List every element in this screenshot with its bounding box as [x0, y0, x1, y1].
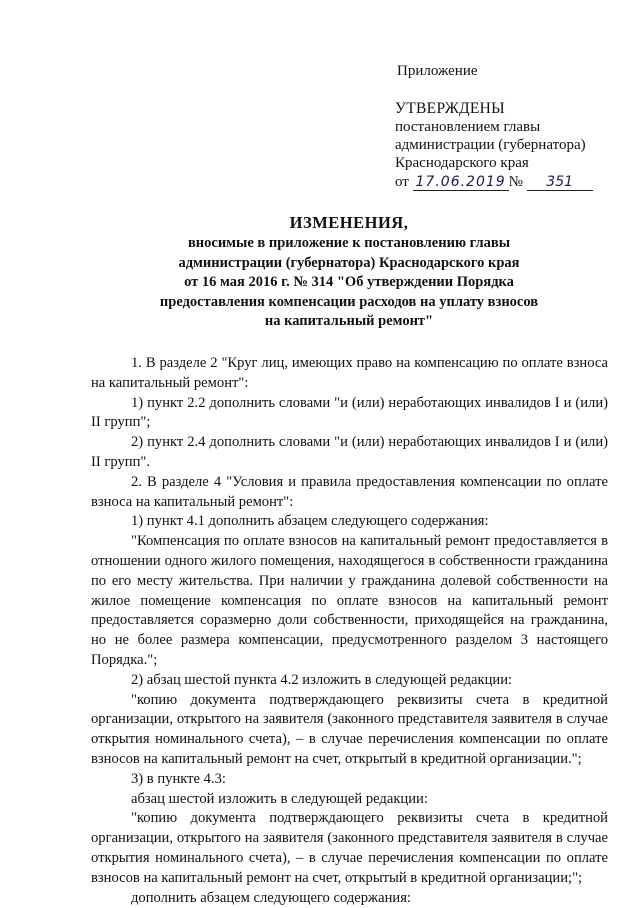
number-sign: № — [508, 174, 523, 190]
handwritten-date: 17.06.2019 — [413, 174, 509, 191]
paragraph-8: "копию документа подтверждающего реквизиты счета в кредитной организации, открытого на заявителя (законного представителя заявителя в случае открытия номинального счета), – в случае перечисления компенсации по оплате взносов на капитальный ремонт на счет, открытый в кредитной организации."; — [91, 691, 608, 767]
approval-date-line — [395, 173, 635, 191]
date-prefix: от — [395, 174, 409, 190]
title-line-5: на капитальный ремонт" — [264, 313, 434, 329]
paragraph-12: дополнить абзацем следующего содержания: — [131, 889, 411, 906]
title-line-2: администрации (губернатора) Краснодарского края — [178, 254, 520, 271]
approval-line-2: администрации (губернатора) — [395, 137, 586, 153]
paragraph-3: 2) пункт 2.4 дополнить словами "и (или) неработающих инвалидов I и (или) II групп". — [91, 434, 608, 470]
paragraph-2: 1) пункт 2.2 дополнить словами "и (или) неработающих инвалидов I и (или) II групп"; — [91, 394, 608, 431]
paragraph-6: "Компенсация по оплате взносов на капитальный ремонт предоставляется в отношении одного жилого помещения, находящегося в собственности гражданина по его месту жительства. При наличии у гражданина долевой собственности на жилое помещение компенсация по оплате взносов на капитальный ремонт предоставляется соразмерно доли собственности, приходящейся на гражданина, но не более размера компенсации, предусмотренного разделом 3 настоящего Порядка."; — [91, 533, 608, 668]
title-heading: ИЗМЕНЕНИЯ, — [289, 213, 409, 232]
paragraph-4: 2. В разделе 4 "Условия и правила предоставления компенсации по оплате взноса на капитальный ремонт": — [91, 473, 608, 510]
approval-line-3: Краснодарского края — [395, 155, 529, 171]
paragraph-9: 3) в пункте 4.3: — [131, 770, 226, 787]
paragraph-10: абзац шестой изложить в следующей редакции: — [131, 790, 428, 807]
approval-line-1: постановлением главы — [395, 119, 541, 135]
appendix-label: Приложение — [397, 63, 478, 79]
paragraph-5: 1) пункт 4.1 дополнить абзацем следующего содержания: — [131, 513, 489, 530]
paragraph-11: "копию документа подтверждающего реквизиты счета в кредитной организации, открытого на заявителя (законного представителя заявителя в случае открытия номинального счета), – в случае перечисления компенсации по оплате взносов на капитальный ремонт на счет, открытый в кредитной организации;"; — [91, 810, 608, 886]
document-body — [91, 354, 608, 908]
approval-block — [395, 62, 635, 191]
handwritten-number: 351 — [527, 174, 593, 191]
document-title — [0, 212, 640, 332]
paragraph-1: 1. В разделе 2 "Круг лиц, имеющих право на компенсацию по оплате взноса на капитальный ремонт": — [91, 355, 608, 391]
title-line-4: предоставления компенсации расходов на уплату взносов — [159, 293, 539, 310]
paragraph-7: 2) абзац шестой пункта 4.2 изложить в следующей редакции: — [131, 671, 513, 688]
title-line-3: от 16 мая 2016 г. № 314 "Об утверждении Порядка — [184, 274, 514, 290]
approved-label: УТВЕРЖДЕНЫ — [395, 100, 505, 117]
title-line-1: вносимые в приложение к постановлению главы — [187, 235, 511, 251]
